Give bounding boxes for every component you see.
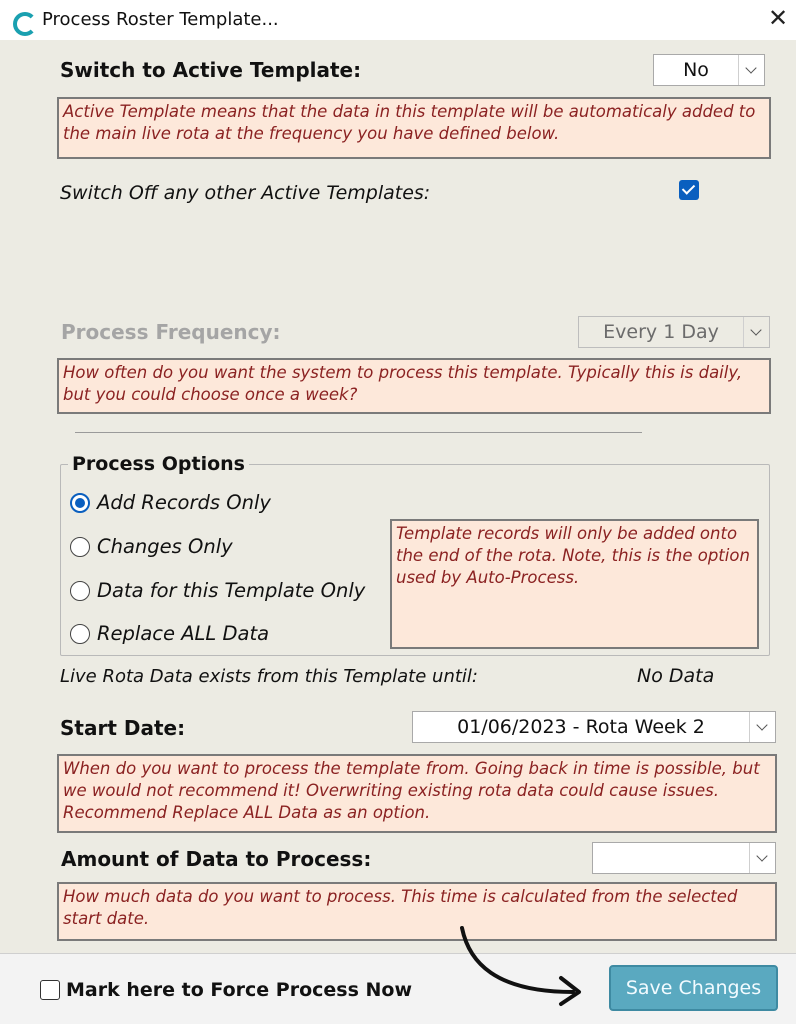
radio-label: Data for this Template Only <box>97 579 366 602</box>
radio-label: Add Records Only <box>97 491 271 514</box>
chevron-down-icon[interactable] <box>749 712 775 742</box>
radio-button[interactable] <box>70 537 90 557</box>
process-options-legend: Process Options <box>68 453 249 475</box>
active-template-value: No <box>683 59 709 81</box>
start-date-select[interactable] <box>412 711 776 743</box>
window-title: Process Roster Template... <box>42 9 279 30</box>
save-changes-button[interactable]: Save Changes <box>609 965 778 1011</box>
chevron-down-icon[interactable] <box>738 55 764 85</box>
chevron-down-icon[interactable] <box>743 317 769 347</box>
radio-replace-all-data[interactable] <box>70 622 269 645</box>
active-template-select[interactable] <box>653 54 765 86</box>
amount-value <box>593 843 749 873</box>
chevron-down-icon[interactable] <box>749 843 775 873</box>
radio-button-selected[interactable] <box>70 493 90 513</box>
radio-button[interactable] <box>70 624 90 644</box>
radio-changes-only[interactable] <box>70 535 233 558</box>
switch-off-label: Switch Off any other Active Templates: <box>60 182 431 204</box>
live-rota-label: Live Rota Data exists from this Template until: <box>60 666 478 687</box>
curved-arrow-icon <box>455 922 595 1012</box>
frequency-value: Every 1 Day <box>603 321 719 343</box>
start-date-help: When do you want to process the template from. Going back in time is possible, but we would not recommend it! Overwriting existing rota data could cause issues. Recommend Replace ALL Data as an option. <box>57 754 777 833</box>
live-rota-value: No Data <box>637 665 715 687</box>
amount-help: How much data do you want to process. This time is calculated from the selected start date. <box>57 882 777 941</box>
frequency-label: Process Frequency: <box>61 320 281 344</box>
radio-label: Replace ALL Data <box>97 622 270 645</box>
radio-add-records-only[interactable] <box>70 491 271 514</box>
frequency-help: How often do you want the system to process this template. Typically this is daily, but you could choose once a week? <box>57 358 771 414</box>
close-icon[interactable]: ✕ <box>767 5 789 32</box>
frequency-select[interactable] <box>578 316 770 348</box>
process-options-help: Template records will only be added onto the end of the rota. Note, this is the option used by Auto-Process. <box>390 519 759 649</box>
amount-label: Amount of Data to Process: <box>61 847 372 871</box>
app-logo-icon <box>10 9 32 31</box>
active-template-help: Active Template means that the data in this template will be automaticaly added to the main live rota at the frequency you have defined below. <box>57 97 771 159</box>
amount-select[interactable] <box>592 842 776 874</box>
start-date-value: 01/06/2023 - Rota Week 2 <box>457 716 705 738</box>
start-date-label: Start Date: <box>60 716 186 740</box>
radio-label: Changes Only <box>97 535 233 558</box>
force-process-label[interactable]: Mark here to Force Process Now <box>66 979 413 1001</box>
switch-off-checkbox[interactable] <box>679 180 699 200</box>
radio-button[interactable] <box>70 581 90 601</box>
divider <box>75 432 642 433</box>
active-template-label: Switch to Active Template: <box>60 58 362 82</box>
force-process-checkbox[interactable] <box>40 980 60 1000</box>
radio-data-for-template-only[interactable] <box>70 579 365 602</box>
